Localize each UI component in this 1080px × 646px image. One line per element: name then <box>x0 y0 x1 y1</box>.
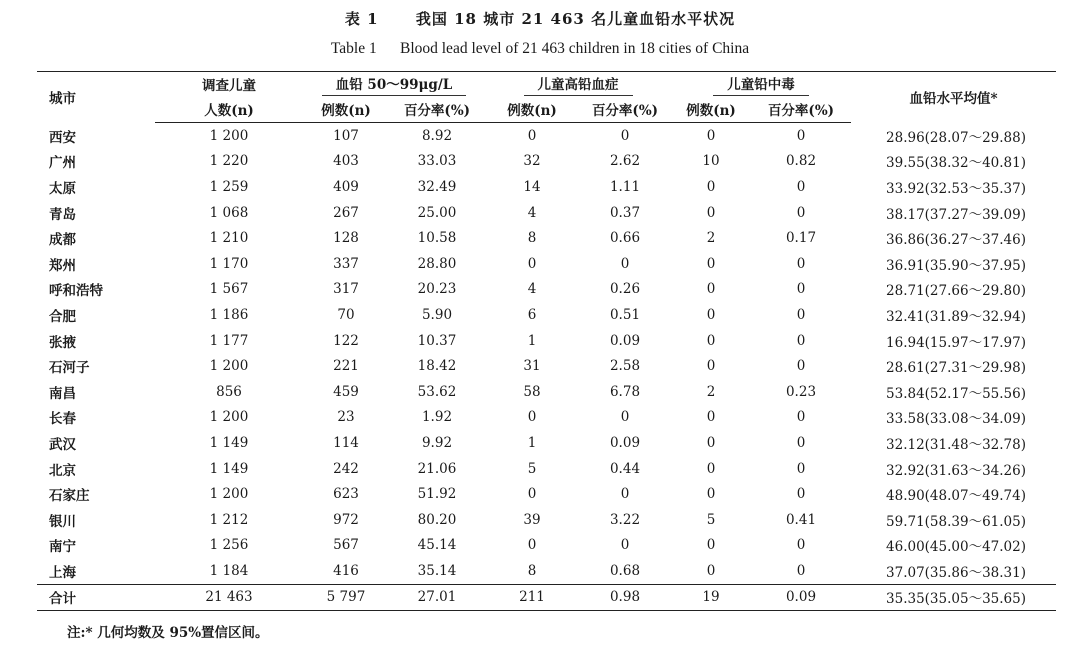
mean-cell: 33.92(32.53～35.37) <box>886 180 1026 197</box>
lead-count-cell: 972 <box>333 511 359 528</box>
header-high-group-label: 儿童高铅血症 <box>524 73 633 96</box>
surveyed-cell: 1 149 <box>209 460 249 477</box>
mean-cell: 36.86(36.27～37.46) <box>886 232 1026 249</box>
mean-cell: 28.71(27.66～29.80) <box>886 283 1026 300</box>
table-row <box>37 251 1056 277</box>
city-cell: 北京 <box>49 462 76 479</box>
lead-percent-cell: 28.80 <box>417 255 457 272</box>
surveyed-cell: 1 200 <box>209 127 249 144</box>
poison-percent-cell: 0.17 <box>785 230 817 247</box>
header-high-percent: 百分率(%) <box>579 96 671 123</box>
surveyed-cell: 1 186 <box>209 306 249 323</box>
table-body <box>37 123 1056 611</box>
high-count-cell: 14 <box>523 178 541 195</box>
mean-cell: 16.94(15.97～17.97) <box>886 334 1026 351</box>
lead-count-cell: 70 <box>337 306 355 323</box>
mean-cell: 35.35(35.05～35.65) <box>851 584 1056 611</box>
lead-percent-cell: 10.58 <box>417 230 457 247</box>
high-count-cell: 58 <box>523 383 541 400</box>
surveyed-cell: 1 170 <box>209 255 249 272</box>
lead-percent-cell: 45.14 <box>417 537 457 554</box>
city-cell: 张掖 <box>49 334 76 351</box>
lead-count-cell: 267 <box>333 204 359 221</box>
high-count-cell: 5 <box>527 460 537 477</box>
header-mean: 血铅水平均值* <box>909 91 998 108</box>
city-cell: 银川 <box>49 513 76 530</box>
mean-cell: 46.00(45.00～47.02) <box>886 539 1026 556</box>
lead-count-cell: 403 <box>333 153 359 170</box>
poison-percent-cell: 0 <box>796 486 806 503</box>
poison-count-cell: 0 <box>706 306 716 323</box>
poison-count-cell: 0 <box>706 562 716 579</box>
surveyed-cell: 1 210 <box>209 230 249 247</box>
high-percent-cell: 6.78 <box>609 383 641 400</box>
high-percent-cell: 1.11 <box>609 178 641 195</box>
high-percent-cell: 0.68 <box>609 562 641 579</box>
lead-count-cell: 5 797 <box>303 584 389 611</box>
high-percent-cell: 3.22 <box>609 511 641 528</box>
lead-percent-cell: 1.92 <box>421 409 453 426</box>
poison-percent-cell: 0 <box>796 434 806 451</box>
high-count-cell: 0 <box>527 255 537 272</box>
poison-percent-cell: 0 <box>796 332 806 349</box>
header-poison-count: 例数(n) <box>671 96 751 123</box>
poison-count-cell: 0 <box>706 460 716 477</box>
city-cell: 南宁 <box>49 539 76 556</box>
poison-percent-cell: 0 <box>796 281 806 298</box>
city-cell: 呼和浩特 <box>49 283 103 300</box>
poison-percent-cell: 0 <box>796 562 806 579</box>
lead-percent-cell: 53.62 <box>417 383 457 400</box>
lead-count-cell: 23 <box>337 409 355 426</box>
lead-count-cell: 337 <box>333 255 359 272</box>
high-count-cell: 31 <box>523 358 541 375</box>
header-poison-group-label: 儿童铅中毒 <box>713 73 809 96</box>
high-percent-cell: 0.09 <box>609 332 641 349</box>
surveyed-cell: 1 149 <box>209 434 249 451</box>
table-row <box>37 328 1056 354</box>
lead-percent-cell: 35.14 <box>417 562 457 579</box>
table-row <box>37 558 1056 584</box>
lead-count-cell: 114 <box>333 434 359 451</box>
lead-count-cell: 623 <box>333 486 359 503</box>
mean-cell: 32.92(31.63～34.26) <box>886 462 1026 479</box>
high-count-cell: 1 <box>527 434 537 451</box>
table-row <box>37 353 1056 379</box>
city-cell: 石家庄 <box>49 488 90 505</box>
header-surveyed-top: 调查儿童 <box>202 78 256 94</box>
high-percent-cell: 2.62 <box>609 153 641 170</box>
high-count-cell: 39 <box>523 511 541 528</box>
poison-count-cell: 0 <box>706 127 716 144</box>
lead-count-cell: 122 <box>333 332 359 349</box>
lead-percent-cell: 27.01 <box>389 584 485 611</box>
poison-percent-cell: 0.41 <box>785 511 817 528</box>
high-percent-cell: 0.44 <box>609 460 641 477</box>
lead-count-cell: 459 <box>333 383 359 400</box>
high-count-cell: 0 <box>527 127 537 144</box>
header-city: 城市 <box>49 91 76 108</box>
high-percent-cell: 0.51 <box>609 306 641 323</box>
table-row <box>37 200 1056 226</box>
city-cell: 青岛 <box>49 206 76 223</box>
lead-percent-cell: 32.49 <box>417 178 457 195</box>
high-percent-cell: 0.98 <box>579 584 671 611</box>
lead-percent-cell: 5.90 <box>421 306 453 323</box>
lead-count-cell: 416 <box>333 562 359 579</box>
high-percent-cell: 0.09 <box>609 434 641 451</box>
city-cell: 石河子 <box>49 360 90 377</box>
lead-percent-cell: 51.92 <box>417 486 457 503</box>
poison-count-cell: 0 <box>706 358 716 375</box>
surveyed-cell: 1 184 <box>209 562 249 579</box>
surveyed-cell: 1 200 <box>209 409 249 426</box>
poison-count-cell: 0 <box>706 255 716 272</box>
lead-percent-cell: 10.37 <box>417 332 457 349</box>
table-row <box>37 174 1056 200</box>
city-cell: 太原 <box>49 180 76 197</box>
high-percent-cell: 0 <box>620 127 630 144</box>
mean-cell: 59.71(58.39～61.05) <box>886 513 1026 530</box>
high-count-cell: 4 <box>527 281 537 298</box>
city-cell: 西安 <box>49 129 76 146</box>
lead-percent-cell: 9.92 <box>421 434 453 451</box>
poison-count-cell: 0 <box>706 178 716 195</box>
poison-percent-cell: 0 <box>796 409 806 426</box>
surveyed-cell: 856 <box>216 383 242 400</box>
lead-percent-cell: 18.42 <box>417 358 457 375</box>
poison-percent-cell: 0 <box>796 537 806 554</box>
surveyed-cell: 1 200 <box>209 486 249 503</box>
surveyed-cell: 1 177 <box>209 332 249 349</box>
city-cell: 长春 <box>49 411 76 428</box>
high-percent-cell: 0 <box>620 409 630 426</box>
poison-count-cell: 0 <box>706 281 716 298</box>
header-lead-group-label: 血铅 50～99μg/L <box>322 73 467 96</box>
city-cell: 武汉 <box>49 436 76 453</box>
poison-count-cell: 19 <box>671 584 751 611</box>
high-count-cell: 32 <box>523 153 541 170</box>
high-count-cell: 1 <box>527 332 537 349</box>
city-cell: 合计 <box>37 584 155 611</box>
lead-percent-cell: 8.92 <box>421 127 453 144</box>
poison-count-cell: 0 <box>706 409 716 426</box>
mean-cell: 38.17(37.27～39.09) <box>886 206 1026 223</box>
poison-percent-cell: 0 <box>796 460 806 477</box>
surveyed-cell: 1 567 <box>209 281 249 298</box>
city-cell: 成都 <box>49 232 76 249</box>
high-count-cell: 0 <box>527 486 537 503</box>
surveyed-cell: 1 200 <box>209 358 249 375</box>
poison-count-cell: 0 <box>706 537 716 554</box>
poison-count-cell: 0 <box>706 204 716 221</box>
high-percent-cell: 0.37 <box>609 204 641 221</box>
lead-percent-cell: 21.06 <box>417 460 457 477</box>
poison-percent-cell: 0 <box>796 178 806 195</box>
high-count-cell: 8 <box>527 562 537 579</box>
table-row <box>37 277 1056 303</box>
high-count-cell: 6 <box>527 306 537 323</box>
surveyed-cell: 1 068 <box>209 204 249 221</box>
table-row <box>37 379 1056 405</box>
mean-cell: 39.55(38.32～40.81) <box>886 155 1026 172</box>
lead-percent-cell: 33.03 <box>417 153 457 170</box>
mean-cell: 32.41(31.89～32.94) <box>886 308 1026 325</box>
header-lead-count: 例数(n) <box>303 96 389 123</box>
header-lead-percent: 百分率(%) <box>389 96 485 123</box>
poison-percent-cell: 0 <box>796 306 806 323</box>
surveyed-cell: 1 212 <box>209 511 249 528</box>
poison-percent-cell: 0 <box>796 127 806 144</box>
poison-percent-cell: 0.09 <box>751 584 851 611</box>
poison-count-cell: 0 <box>706 434 716 451</box>
mean-cell: 32.12(31.48～32.78) <box>886 436 1026 453</box>
high-count-cell: 4 <box>527 204 537 221</box>
high-percent-cell: 2.58 <box>609 358 641 375</box>
table-row <box>37 430 1056 456</box>
city-cell: 上海 <box>49 564 76 581</box>
footnote: 注:* 几何均数及 95%置信区间。 <box>67 625 269 641</box>
high-count-cell: 0 <box>527 409 537 426</box>
table-row <box>37 149 1056 175</box>
poison-percent-cell: 0 <box>796 358 806 375</box>
mean-cell: 28.61(27.31～29.98) <box>886 360 1026 377</box>
blood-lead-table <box>37 71 1056 611</box>
mean-cell: 53.84(52.17～55.56) <box>886 385 1026 402</box>
poison-percent-cell: 0 <box>796 204 806 221</box>
poison-percent-cell: 0 <box>796 255 806 272</box>
poison-percent-cell: 0.23 <box>785 383 817 400</box>
table-row <box>37 533 1056 559</box>
lead-count-cell: 317 <box>333 281 359 298</box>
lead-count-cell: 107 <box>333 127 359 144</box>
mean-cell: 33.58(33.08～34.09) <box>886 411 1026 428</box>
header-high-group <box>485 72 671 97</box>
lead-count-cell: 128 <box>333 230 359 247</box>
table-row <box>37 481 1056 507</box>
surveyed-cell: 1 220 <box>209 153 249 170</box>
lead-count-cell: 567 <box>333 537 359 554</box>
poison-count-cell: 0 <box>706 332 716 349</box>
table-title-cn: 表 1 我国 18 城市 21 463 名儿童血铅水平状况 <box>344 10 736 28</box>
mean-cell: 36.91(35.90～37.95) <box>886 257 1026 274</box>
total-row <box>37 584 1056 611</box>
header-poison-percent: 百分率(%) <box>751 96 851 123</box>
poison-count-cell: 5 <box>706 511 716 528</box>
header-lead-group <box>303 72 485 97</box>
table-title-en: Table 1 Blood lead level of 21 463 children in 18 cities of China <box>330 40 750 57</box>
surveyed-cell: 1 256 <box>209 537 249 554</box>
city-cell: 南昌 <box>49 385 76 402</box>
table-row <box>37 456 1056 482</box>
surveyed-cell: 1 259 <box>209 178 249 195</box>
table-row <box>37 302 1056 328</box>
lead-count-cell: 409 <box>333 178 359 195</box>
header-poison-group <box>671 72 851 97</box>
city-cell: 郑州 <box>49 257 76 274</box>
header-surveyed-bottom: 人数(n) <box>155 96 303 123</box>
poison-count-cell: 10 <box>702 153 720 170</box>
high-percent-cell: 0.26 <box>609 281 641 298</box>
poison-count-cell: 2 <box>706 383 716 400</box>
high-count-cell: 8 <box>527 230 537 247</box>
poison-count-cell: 0 <box>706 486 716 503</box>
header-high-count: 例数(n) <box>485 96 579 123</box>
mean-cell: 28.96(28.07～29.88) <box>886 129 1026 146</box>
lead-percent-cell: 80.20 <box>417 511 457 528</box>
mean-cell: 48.90(48.07～49.74) <box>886 488 1026 505</box>
mean-cell: 37.07(35.86～38.31) <box>886 564 1026 581</box>
high-percent-cell: 0 <box>620 255 630 272</box>
lead-count-cell: 242 <box>333 460 359 477</box>
high-percent-cell: 0 <box>620 486 630 503</box>
city-cell: 合肥 <box>49 308 76 325</box>
high-count-cell: 211 <box>485 584 579 611</box>
surveyed-cell: 21 463 <box>155 584 303 611</box>
high-count-cell: 0 <box>527 537 537 554</box>
lead-count-cell: 221 <box>333 358 359 375</box>
high-percent-cell: 0.66 <box>609 230 641 247</box>
lead-percent-cell: 25.00 <box>417 204 457 221</box>
table-row <box>37 507 1056 533</box>
lead-percent-cell: 20.23 <box>417 281 457 298</box>
table-row <box>37 405 1056 431</box>
high-percent-cell: 0 <box>620 537 630 554</box>
poison-percent-cell: 0.82 <box>785 153 817 170</box>
table-row <box>37 123 1056 149</box>
poison-count-cell: 2 <box>706 230 716 247</box>
city-cell: 广州 <box>49 155 76 172</box>
table-row <box>37 225 1056 251</box>
